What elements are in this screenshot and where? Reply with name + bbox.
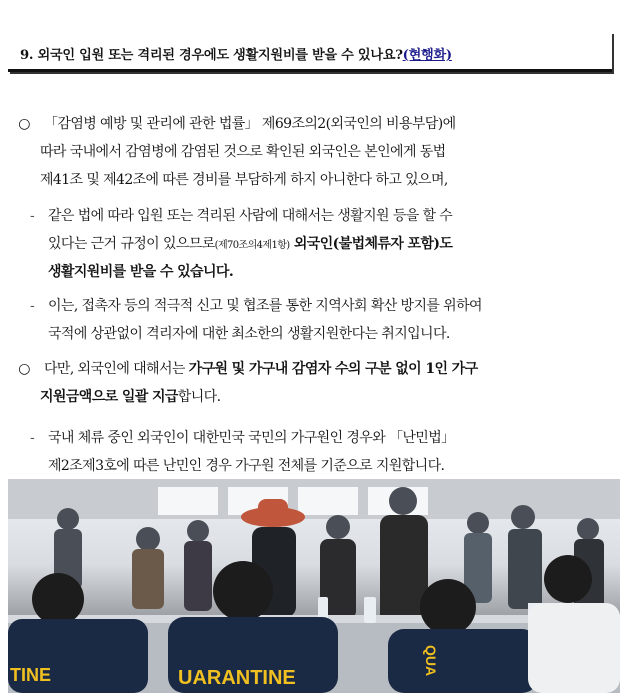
paragraph-2-bold-text: 외국인(불법체류자 포함)도 <box>289 236 453 252</box>
paragraph-5-text-2: 제2조제3호에 따른 난민인 경우 가구원 전체를 기준으로 지원합니다. <box>48 458 445 474</box>
paragraph-2-text-2: 있다는 근거 규정이 있으므로 <box>48 236 215 252</box>
photo-illustration <box>8 479 620 693</box>
paragraph-4-bold-text-2: 지원금액으로 일괄 지급 <box>40 389 178 405</box>
airport-quarantine-photo <box>8 479 620 693</box>
paragraph-4-text-2: 합니다. <box>177 389 221 405</box>
paragraph-3-text-1: 이는, 접촉자 등의 적극적 신고 및 협조를 통한 지역사회 확산 방지를 위하여 <box>48 298 482 314</box>
paragraph-3-text-2: 국적에 상관없이 격리자에 대한 최소한의 생활지원한다는 취지입니다. <box>48 326 450 342</box>
paragraph-1-text-2: 따라 국내에서 감염병에 감염된 것으로 확인된 외국인은 본인에게 동법 <box>40 144 446 160</box>
paragraph-2-text-1: 같은 법에 따라 입원 또는 격리된 사람에 대해서는 생활지원 등을 할 수 <box>48 208 453 224</box>
vest-label-left: TINE <box>10 665 52 685</box>
dash-bullet-icon: - <box>30 430 35 446</box>
legal-reference: (제70조의4제1항) <box>214 240 290 251</box>
circle-bullet-icon: ○ <box>18 116 30 132</box>
circle-bullet-icon: ○ <box>18 361 30 377</box>
paragraph-1-text-3: 제41조 및 제42조에 따른 경비를 부담하게 하지 아니한다 하고 있으며, <box>40 172 448 188</box>
paragraph-2-text-3: 생활지원비를 받을 수 있습니다. <box>48 264 234 280</box>
question-box <box>8 32 612 72</box>
dash-bullet-icon: - <box>30 208 35 224</box>
paragraph-1-text-1: 「감염병 예방 및 관리에 관한 법률」 제69조의2(외국인의 비용부담)에 <box>44 116 456 132</box>
vest-label-center: UARANTINE <box>178 667 296 689</box>
question-tag: (현행화) <box>402 48 452 63</box>
paragraph-5-text-1: 국내 체류 중인 외국인이 대한민국 국민의 가구원인 경우와 「난민법」 <box>48 430 455 446</box>
paragraph-4-text-1: 다만, 외국인에 대해서는 <box>44 361 189 377</box>
vest-label-right: QUA <box>423 645 439 677</box>
paragraph-4-bold-text-1: 가구원 및 가구내 감염자 수의 구분 없이 1인 가구 <box>188 361 478 377</box>
dash-bullet-icon: - <box>30 298 35 314</box>
question-title <box>20 44 452 63</box>
question-text: 9. 외국인 입원 또는 격리된 경우에도 생활지원비를 받을 수 있나요? <box>20 48 403 63</box>
